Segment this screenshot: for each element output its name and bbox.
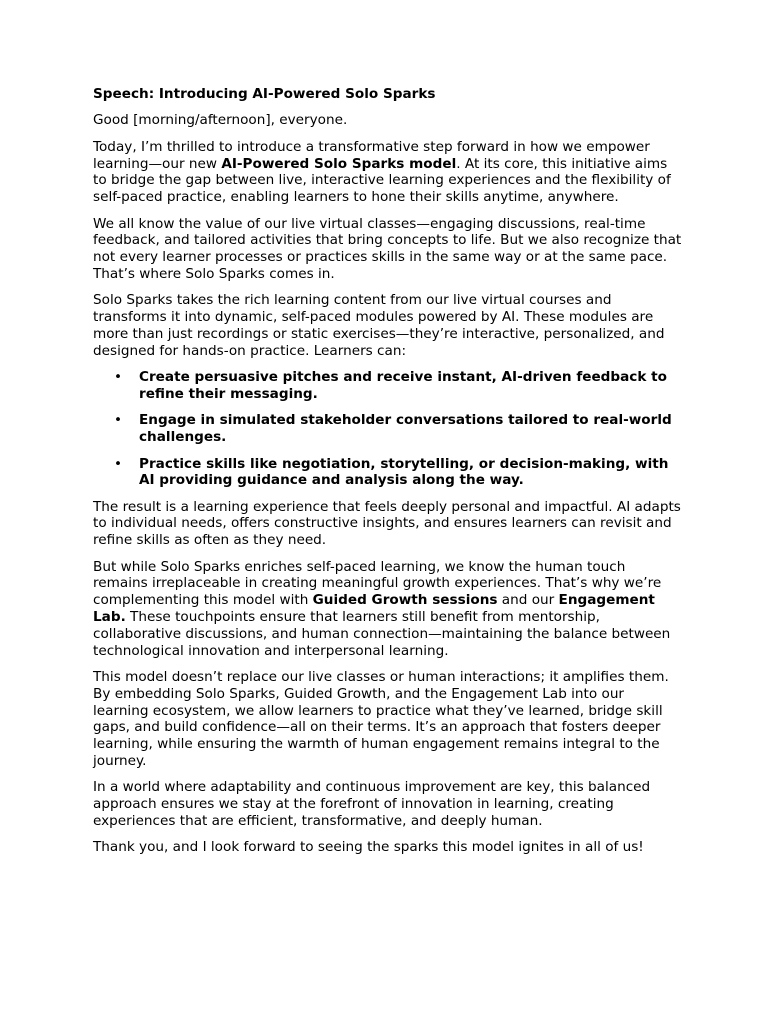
human-touch-text-1: But while Solo Sparks enriches self-paced learning, we know the human touch remains irreplaceable in creating meaningful growth experiences. That’s why we’re complementing this model with: [93, 558, 662, 609]
closing-paragraph: Thank you, and I look forward to seeing the sparks this model ignites in all of us!: [93, 839, 644, 856]
human-touch-text-2: and our: [497, 592, 559, 609]
bullet-glyph: •: [114, 455, 123, 472]
list-item-text: Engage in simulated stakeholder conversations tailored to real-world challenges.: [139, 412, 672, 446]
live-classes-paragraph: We all know the value of our live virtual classes—engaging discussions, real-time feedback, and tailored activities that bring concepts to life. But we also recognize that not every learner processes or practices skills in the same way or at the same pace. That’s where Solo Sparks comes in.: [93, 215, 682, 282]
intro-bold-model: AI-Powered Solo Sparks model: [221, 155, 457, 172]
list-item-text: Create persuasive pitches and receive instant, AI-driven feedback to refine their messaging.: [139, 369, 667, 402]
list-item: [114, 369, 683, 403]
bullet-glyph: •: [114, 412, 123, 429]
adaptability-paragraph: In a world where adaptability and continuous improvement are key, this balanced approach ensures we stay at the forefront of innovation in learning, creating experiences that are efficient, transformative, and deeply human.: [93, 779, 651, 830]
speech-title: Speech: Introducing AI-Powered Solo Sparks: [93, 86, 436, 102]
intro-text-2: . At its core, this initiative aims to bridge the gap between live, interactive learning experiences and the flexibility of self-paced practice, enabling learners to hone their skills anytime, anywhere.: [93, 155, 671, 206]
human-touch-paragraph: [93, 559, 683, 660]
ecosystem-paragraph: This model doesn’t replace our live classes or human interactions; it amplifies them. By embedding Solo Sparks, Guided Growth, and the Engagement Lab into our learning ecosystem, we allow learners to practice what they’ve learned, bridge skill gaps, and build confidence—all on their terms. It’s an approach that fosters deeper learning, while ensuring the warmth of human engagement remains integral to the journey.: [93, 669, 669, 770]
list-item-text: Practice skills like negotiation, storytelling, or decision-making, with AI providing guidance and analysis along the way.: [139, 455, 669, 489]
solo-sparks-paragraph: Solo Sparks takes the rich learning content from our live virtual courses and transforms it into dynamic, self-paced modules powered by AI. These modules are more than just recordings or static exercises—they’re interactive, personalized, and designed for hands-on practice. Learners can:: [93, 292, 665, 359]
list-item: [114, 412, 683, 446]
list-item: [114, 455, 683, 490]
human-touch-text-3: These touchpoints ensure that learners still benefit from mentorship, collaborative discussions, and human connection—maintaining the balance between technological innovation and interpersonal learning.: [93, 609, 671, 659]
intro-text-1: Today, I’m thrilled to introduce a transformative step forward in how we empower learning—our new: [93, 138, 650, 172]
learner-capabilities-list: [93, 369, 683, 489]
result-paragraph: The result is a learning experience that feels deeply personal and impactful. AI adapts to individual needs, offers constructive insights, and ensures learners can revisit and refine skills as often as they need.: [93, 498, 681, 549]
greeting-paragraph: Good [morning/afternoon], everyone.: [93, 112, 348, 129]
engagement-lab-bold: Engagement Lab.: [93, 592, 655, 626]
guided-growth-bold: Guided Growth sessions: [312, 592, 498, 609]
document-page: [93, 86, 683, 866]
bullet-glyph: •: [114, 369, 123, 386]
intro-paragraph: [93, 139, 683, 206]
